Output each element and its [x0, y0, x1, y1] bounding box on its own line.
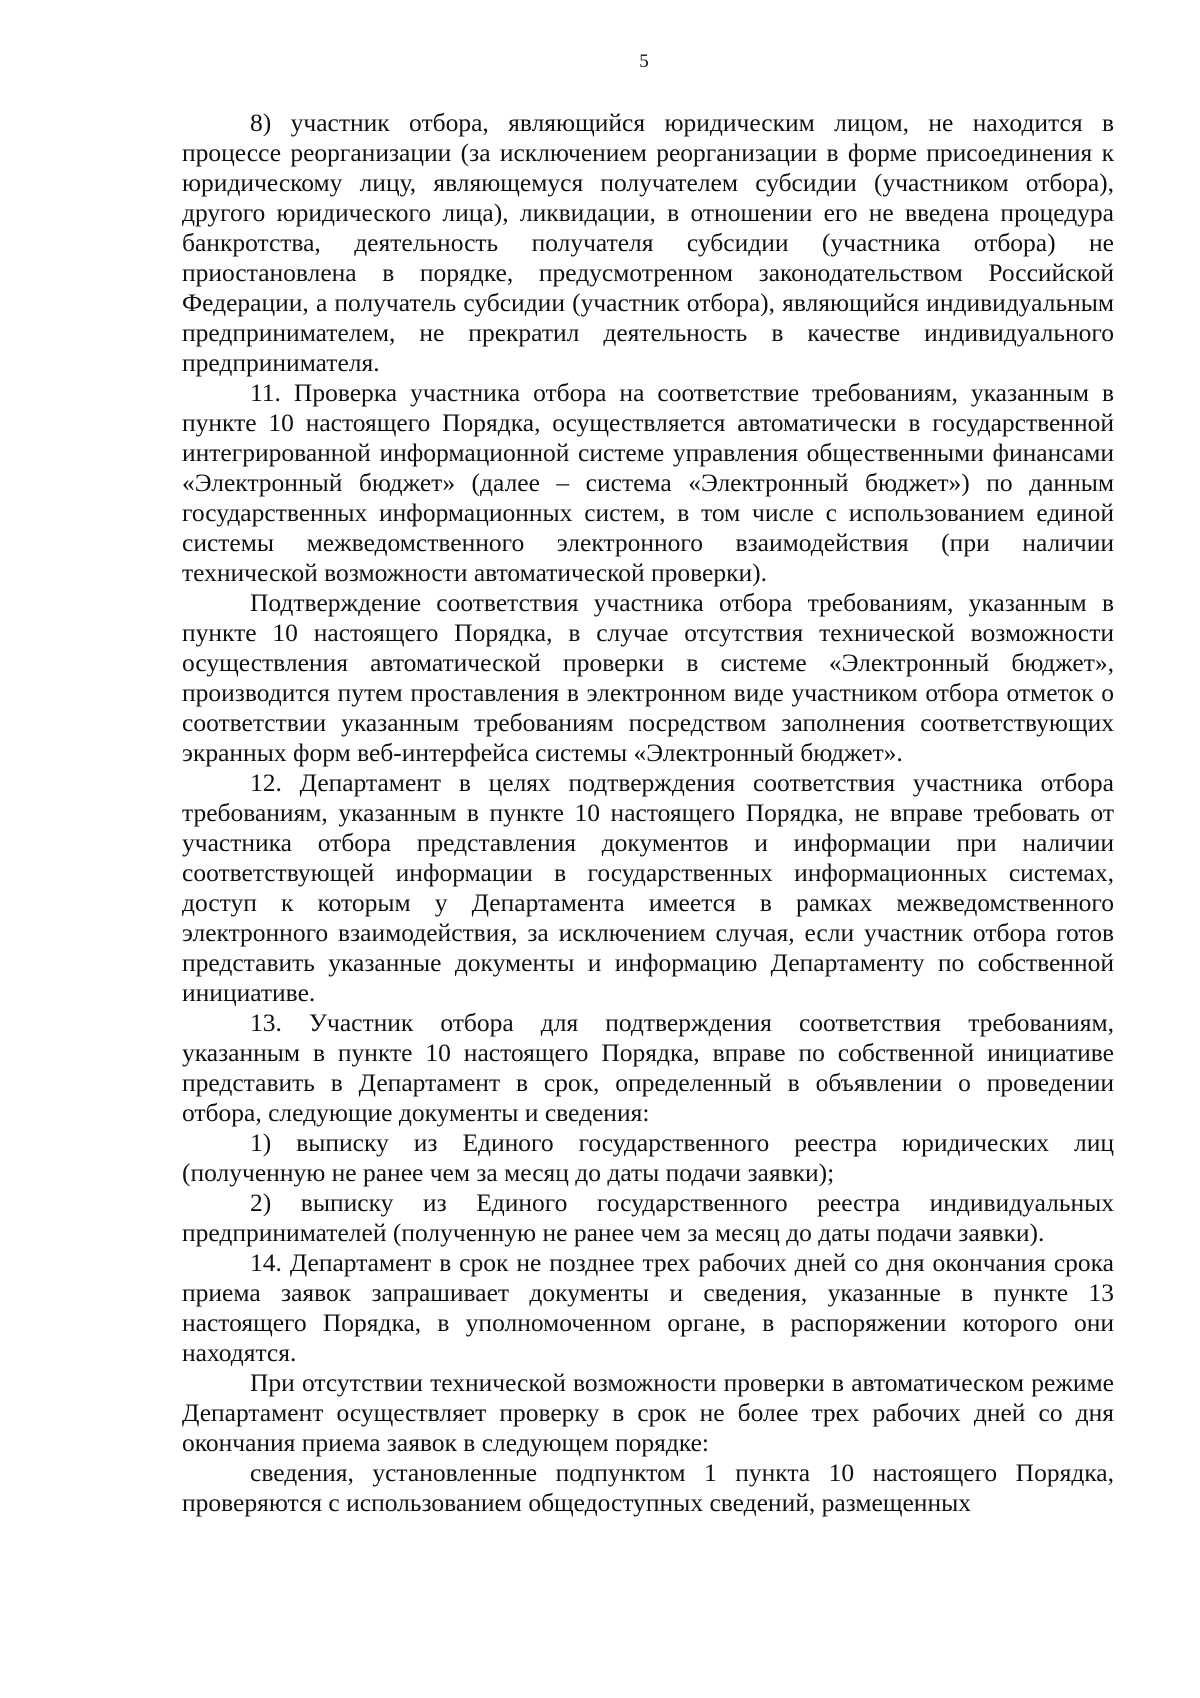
paragraph-item-8: 8) участник отбора, являющийся юридическим лицом, не находится в процессе реорганизации (за исключением реорганизации в форме присоединения к юридическому лицу, являющемуся получателем субсидии (участником отбора), другого юридического лица), ликвидации, в отношении его не введена процедура банкротства, деятельность получателя субсидии (участника отбора) не приостановлена в порядке, предусмотренном законодательством Российской Федерации, а получатель субсидии (участник отбора), являющийся индивидуальным предпринимателем, не прекратил деятельность в качестве индивидуального предпринимателя. [182, 108, 1114, 377]
paragraph-12: 12. Департамент в целях подтверждения соответствия участника отбора требованиям, указанным в пункте 10 настоящего Порядка, не вправе требовать от участника отбора представления документов и информации при наличии соответствующей информации в государственных информационных системах, доступ к которым у Департамента имеется в рамках межведомственного электронного взаимодействия, за исключением случая, если участник отбора готов представить указанные документы и информацию Департаменту по собственной инициативе. [182, 768, 1114, 1007]
paragraph-confirmation: Подтверждение соответствия участника отбора требованиям, указанным в пункте 10 настоящего Порядка, в случае отсутствия технической возможности осуществления автоматической проверки в системе «Электронный бюджет», производится путем проставления в электронном виде участником отбора отметок о соответствии указанным требованиям посредством заполнения соответствующих экранных форм веб-интерфейса системы «Электронный бюджет». [182, 588, 1114, 767]
paragraph-13-item-1: 1) выписку из Единого государственного реестра юридических лиц (полученную не ранее чем за месяц до даты подачи заявки); [182, 1128, 1114, 1187]
paragraph-11: 11. Проверка участника отбора на соответствие требованиям, указанным в пункте 10 настоящего Порядка, осуществляется автоматически в государственной интегрированной информационной системе управления общественными финансами «Электронный бюджет» (далее – система «Электронный бюджет») по данным государственных информационных систем, в том числе с использованием единой системы межведомственного электронного взаимодействия (при наличии технической возможности автоматической проверки). [182, 378, 1114, 587]
page-number: 5 [639, 51, 649, 72]
paragraph-subclause-info: сведения, установленные подпунктом 1 пункта 10 настоящего Порядка, проверяются с использованием общедоступных сведений, размещенных [182, 1458, 1114, 1517]
document-body [182, 108, 1114, 1518]
paragraph-13: 13. Участник отбора для подтверждения соответствия требованиям, указанным в пункте 10 настоящего Порядка, вправе по собственной инициативе представить в Департамент в срок, определенный в объявлении о проведении отбора, следующие документы и сведения: [182, 1008, 1114, 1127]
paragraph-13-item-2: 2) выписку из Единого государственного реестра индивидуальных предпринимателей (полученную не ранее чем за месяц до даты подачи заявки). [182, 1188, 1114, 1247]
paragraph-14: 14. Департамент в срок не позднее трех рабочих дней со дня окончания срока приема заявок запрашивает документы и сведения, указанные в пункте 13 настоящего Порядка, в уполномоченном органе, в распоряжении которого они находятся. [182, 1248, 1114, 1367]
paragraph-manual-check: При отсутствии технической возможности проверки в автоматическом режиме Департамент осуществляет проверку в срок не более трех рабочих дней со дня окончания приема заявок в следующем порядке: [182, 1368, 1114, 1457]
